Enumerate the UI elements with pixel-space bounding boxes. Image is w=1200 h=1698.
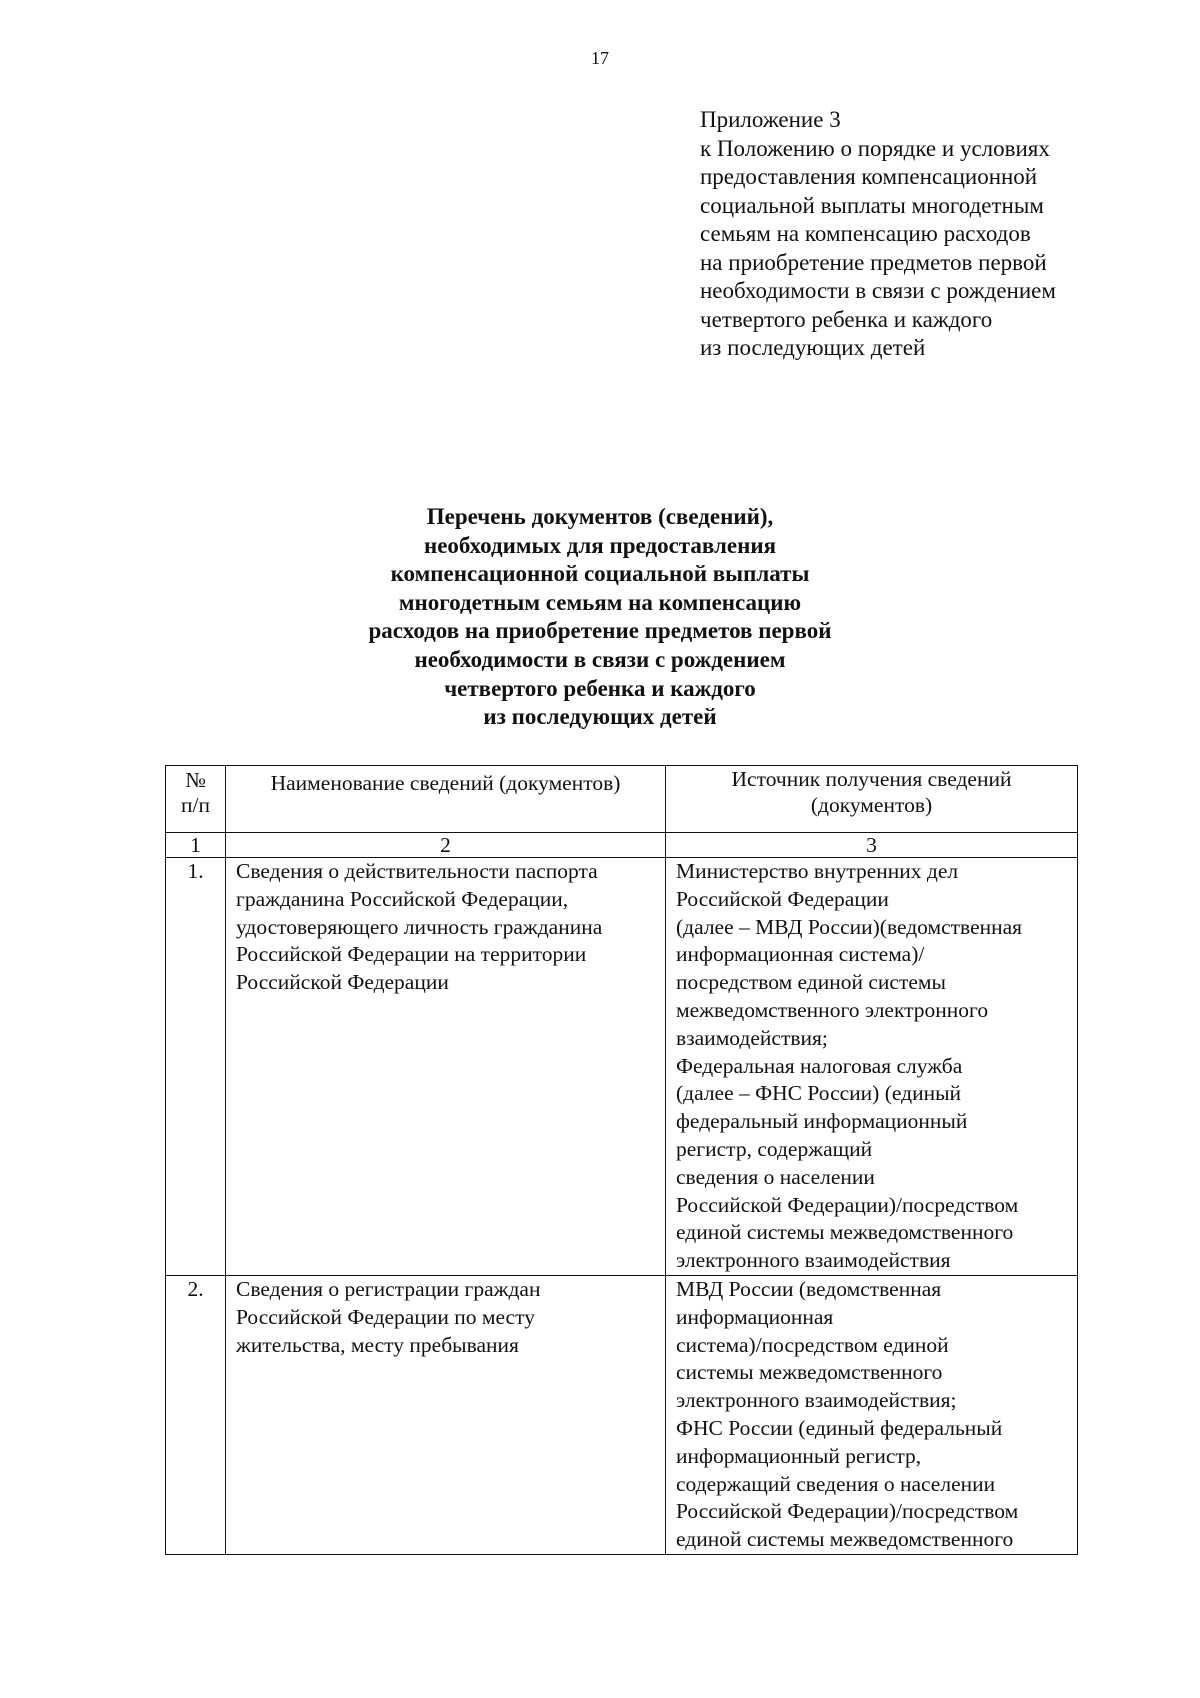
appendix-line: четвертого ребенка и каждого [700,306,993,332]
row-source-line: электронного взаимодействия [676,1248,951,1273]
row-source-line: (далее – МВД России)(ведомственная [676,914,1023,939]
row-source [666,858,1078,1276]
row-name-line: Российской Федерации на территории [236,942,587,967]
row-name-line: Российской Федерации по месту [236,1304,535,1329]
row-source-line: ФНС России (единый федеральный [676,1415,1003,1440]
title-line: Перечень документов (сведений), [426,504,774,529]
row-source-line: посредством единой системы [676,970,946,995]
row-name-line: Сведения о действительности паспорта [236,859,598,883]
row-number: 1. [166,858,226,1276]
appendix-line: необходимости в связи с рождением [700,278,1056,303]
table-row [166,1275,1078,1554]
row-source-line: регистр, содержащий [676,1136,873,1161]
row-source-line: информационная система)/ [676,942,925,967]
header-source-line: Источник получения сведений [731,767,1012,791]
table-row [166,858,1078,1276]
appendix-line: семьям на компенсацию расходов [700,221,1031,246]
row-source-line: информационный регистр, [676,1443,922,1468]
appendix-line: к Положению о порядке и условиях [700,135,1050,161]
row-source-line: Российской Федерации [676,886,889,911]
documents-table [165,765,1078,1555]
row-source-line: единой системы межведомственного [676,1220,1014,1245]
title-line: компенсационной социальной выплаты [390,561,810,587]
row-source-line: система)/посредством единой [676,1332,949,1357]
row-source-line: межведомственного электронного [676,997,989,1022]
row-source-line: Министерство внутренних дел [676,859,959,883]
title-line: четвертого ребенка и каждого [444,675,756,701]
appendix-note [700,106,1170,363]
row-source-line: (далее – ФНС России) (единый [676,1081,962,1106]
row-source-line: единой системы межведомственного [676,1527,1014,1552]
header-number [166,766,226,833]
column-index-row [166,833,1078,858]
appendix-line: социальной выплаты многодетным [700,192,1044,218]
row-source-line: взаимодействия; [676,1025,828,1050]
row-number: 2. [166,1275,226,1554]
appendix-line: Приложение 3 [700,107,841,132]
row-source-line: сведения о населении [676,1164,875,1189]
column-index: 3 [666,833,1078,858]
header-number-line: № [185,768,206,792]
row-source-line: Российской Федерации)/посредством [676,1499,1019,1524]
appendix-line: предоставления компенсационной [700,164,1038,189]
column-index: 2 [226,833,666,858]
column-index: 1 [166,833,226,858]
title-line: из последующих детей [483,704,717,730]
row-name-line: жительства, месту пребывания [236,1332,519,1357]
appendix-line: на приобретение предметов первой [700,249,1047,275]
header-source-line: (документов) [810,793,933,817]
row-name-line: Сведения о регистрации граждан [236,1276,541,1301]
row-source-line: электронного взаимодействия; [676,1388,957,1413]
row-source-line: информационная [676,1304,834,1329]
table-header-row [166,766,1078,833]
header-number-line: п/п [181,793,210,817]
row-name-line: Российской Федерации [236,970,449,995]
header-name: Наименование сведений (документов) [226,766,666,833]
appendix-line: из последующих детей [700,335,926,360]
row-name-line: гражданина Российской Федерации, [236,886,569,911]
header-source [666,766,1078,833]
row-source-line: Российской Федерации)/посредством [676,1192,1019,1217]
row-name-line: удостоверяющего личность гражданина [236,914,603,939]
title-line: необходимости в связи с рождением [414,646,786,672]
row-source-line: федеральный информационный [676,1109,968,1134]
row-name [226,858,666,1276]
row-source-line: системы межведомственного [676,1360,943,1385]
row-source-line: Федеральная налоговая служба [676,1053,963,1078]
document-title [0,503,1200,732]
row-name [226,1275,666,1554]
row-source-line: МВД России (ведомственная [676,1276,942,1301]
page-number: 17 [591,48,609,68]
title-line: расходов на приобретение предметов первой [368,618,832,644]
row-source-line: содержащий сведения о населении [676,1471,996,1496]
row-source [666,1275,1078,1554]
title-line: многодетным семьям на компенсацию [398,589,802,615]
title-line: необходимых для предоставления [423,532,777,558]
